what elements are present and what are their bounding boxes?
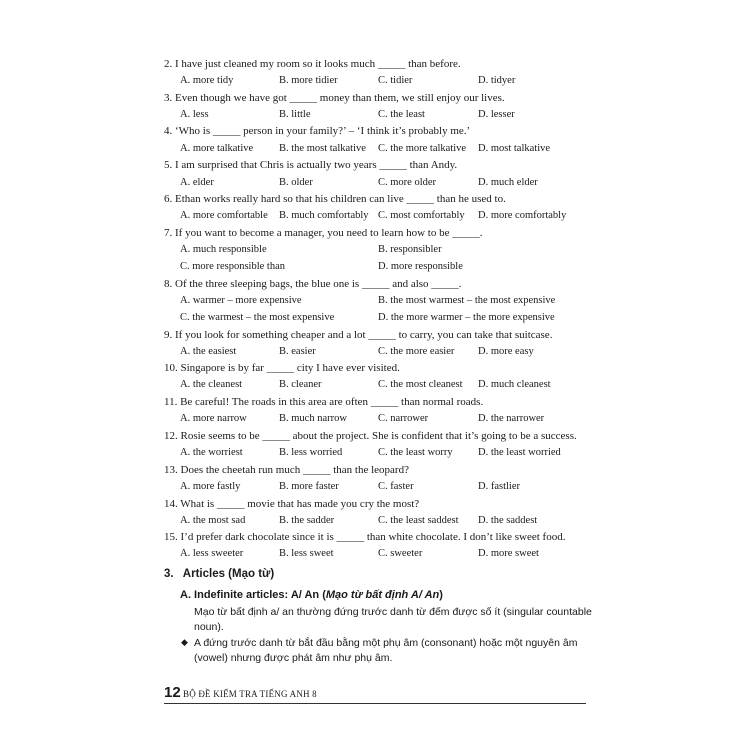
question-10: 10. Singapore is by far _____ city I have ever visited. bbox=[164, 362, 400, 374]
option-d: D. the saddest bbox=[478, 515, 538, 526]
option-c: C. the more talkative bbox=[378, 143, 467, 154]
option-a: A. more comfortable bbox=[180, 210, 268, 221]
question-14: 14. What is _____ movie that has made you cry the most? bbox=[164, 498, 420, 510]
option-c: C. the most cleanest bbox=[378, 379, 463, 390]
footer-rule bbox=[164, 703, 586, 704]
option-a: A. more talkative bbox=[180, 143, 254, 154]
option-b: B. older bbox=[279, 177, 313, 188]
option-d: D. much elder bbox=[478, 177, 538, 188]
question-7: 7. If you want to become a manager, you need to learn how to be _____. bbox=[164, 227, 483, 239]
subsection-italic: Mạo từ bất định A/ An bbox=[325, 589, 440, 601]
option-c: C. the least saddest bbox=[378, 515, 459, 526]
question-12: 12. Rosie seems to be _____ about the project. She is confident that it’s going to be a success. bbox=[164, 430, 577, 442]
option-b: B. much narrow bbox=[279, 413, 347, 424]
option-c: C. tidier bbox=[378, 75, 413, 86]
option-d: D. more comfortably bbox=[478, 210, 567, 221]
option-a: A. the easiest bbox=[180, 346, 237, 357]
option-d: D. most talkative bbox=[478, 143, 551, 154]
option-c: C. the warmest – the most expensive bbox=[180, 312, 335, 323]
option-b: B. little bbox=[279, 109, 311, 120]
option-d: D. much cleanest bbox=[478, 379, 551, 390]
section-title: Articles (Mạo từ) bbox=[182, 568, 275, 580]
option-d: D. the narrower bbox=[478, 413, 545, 424]
option-d: D. the least worried bbox=[478, 447, 561, 458]
option-b: B. less worried bbox=[279, 447, 343, 458]
option-b: B. the most warmest – the most expensive bbox=[378, 295, 556, 306]
option-d: D. more responsible bbox=[378, 261, 463, 272]
option-a: A. less sweeter bbox=[180, 548, 244, 559]
question-9: 9. If you look for something cheaper and a lot _____ to carry, you can take that suitcase. bbox=[164, 329, 553, 341]
subsection-heading bbox=[180, 589, 443, 601]
option-c: C. the least worry bbox=[378, 447, 453, 458]
option-c: C. faster bbox=[378, 481, 414, 492]
option-a: A. the cleanest bbox=[180, 379, 243, 390]
option-b: B. the sadder bbox=[279, 515, 335, 526]
option-b: B. easier bbox=[279, 346, 316, 357]
paragraph-line: Mạo từ bất định a/ an thường đứng trước danh từ đếm được số ít (singular countable bbox=[194, 606, 592, 618]
question-15: 15. I’d prefer dark chocolate since it is _____ than white chocolate. I don’t like sweet food. bbox=[164, 531, 566, 543]
option-d: D. fastlier bbox=[478, 481, 520, 492]
book-title: BỘ ĐỀ KIỂM TRA TIẾNG ANH 8 bbox=[183, 689, 317, 699]
question-5: 5. I am surprised that Chris is actually two years _____ than Andy. bbox=[164, 159, 458, 171]
option-a: A. less bbox=[180, 109, 209, 120]
section-heading bbox=[164, 568, 274, 580]
option-c: C. more older bbox=[378, 177, 437, 188]
option-d: D. more sweet bbox=[478, 548, 539, 559]
option-c: C. the least bbox=[378, 109, 425, 120]
option-b: B. the most talkative bbox=[279, 143, 366, 154]
option-b: B. cleaner bbox=[279, 379, 322, 390]
option-a: A. much responsible bbox=[180, 244, 267, 255]
option-a: A. the most sad bbox=[180, 515, 246, 526]
option-b: B. much comfortably bbox=[279, 210, 369, 221]
option-c: C. the more easier bbox=[378, 346, 455, 357]
question-13: 13. Does the cheetah run much _____ than the leopard? bbox=[164, 464, 409, 476]
question-6: 6. Ethan works really hard so that his children can live _____ than he used to. bbox=[164, 193, 506, 205]
option-c: C. narrower bbox=[378, 413, 429, 424]
option-d: D. more easy bbox=[478, 346, 534, 357]
question-2: 2. I have just cleaned my room so it looks much _____ than before. bbox=[164, 58, 461, 70]
question-4: 4. ‘Who is _____ person in your family?’ – ‘I think it’s probably me.’ bbox=[164, 125, 471, 137]
option-a: A. more fastly bbox=[180, 481, 241, 492]
option-a: A. elder bbox=[180, 177, 214, 188]
option-d: D. tidyer bbox=[478, 75, 516, 86]
paragraph-line: noun). bbox=[194, 621, 224, 633]
option-a: A. warmer – more expensive bbox=[180, 295, 302, 306]
section-number: 3. bbox=[164, 568, 174, 580]
option-b: B. more faster bbox=[279, 481, 339, 492]
option-b: B. more tidier bbox=[279, 75, 338, 86]
question-8: 8. Of the three sleeping bags, the blue one is _____ and also _____. bbox=[164, 278, 462, 290]
option-c: C. more responsible than bbox=[180, 261, 285, 272]
page-number: 12 bbox=[164, 684, 181, 701]
diamond-bullet-icon: ◆ bbox=[181, 637, 188, 647]
option-d: D. the more warmer – the more expensive bbox=[378, 312, 555, 323]
paragraph-line: (vowel) nhưng được phát âm như phụ âm. bbox=[194, 652, 393, 664]
paragraph-line: A đứng trước danh từ bắt đầu bằng một phụ âm (consonant) hoặc một nguyên âm bbox=[194, 637, 578, 649]
subsection-prefix: A. Indefinite articles: A/ An ( bbox=[180, 589, 326, 601]
option-c: C. most comfortably bbox=[378, 210, 465, 221]
question-3: 3. Even though we have got _____ money than them, we still enjoy our lives. bbox=[164, 92, 505, 104]
option-a: A. the worriest bbox=[180, 447, 243, 458]
option-b: B. responsibler bbox=[378, 244, 442, 255]
option-d: D. lesser bbox=[478, 109, 515, 120]
question-11: 11. Be careful! The roads in this area are often _____ than normal roads. bbox=[164, 396, 484, 408]
option-a: A. more narrow bbox=[180, 413, 247, 424]
subsection-suffix: ) bbox=[439, 589, 443, 601]
option-a: A. more tidy bbox=[180, 75, 234, 86]
option-b: B. less sweet bbox=[279, 548, 334, 559]
option-c: C. sweeter bbox=[378, 548, 423, 559]
